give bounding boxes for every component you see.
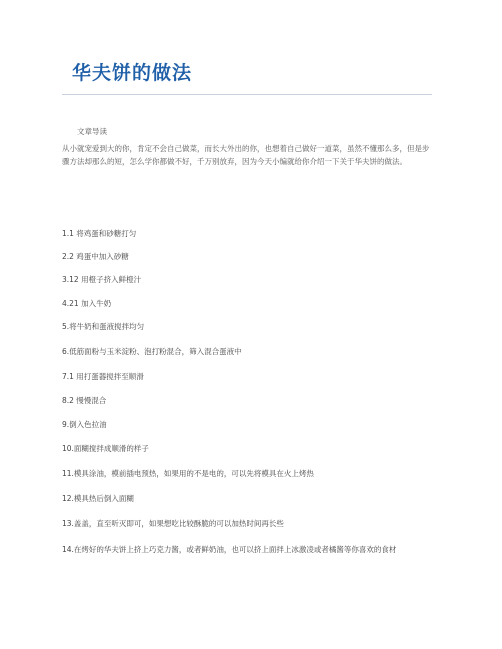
step-item: 9.倒入色拉油 [62, 420, 107, 429]
step-item: 1.1 将鸡蛋和砂糖打匀 [62, 229, 137, 238]
step-item: 7.1 用打蛋器搅拌至顺滑 [62, 372, 144, 381]
step-item: 3.12 用橙子挤入鲜橙汁 [62, 275, 142, 284]
step-item: 6.低筋面粉与玉米淀粉、泡打粉混合，筛入混合蛋液中 [62, 347, 242, 356]
step-item: 8.2 慢慢混合 [62, 396, 107, 405]
step-item: 4.21 加入牛奶 [62, 299, 112, 308]
step-item: 2.2 鸡蛋中加入砂糖 [62, 252, 129, 261]
step-item: 10.面糊搅拌成顺滑的样子 [62, 444, 149, 453]
title-divider [62, 94, 432, 95]
step-item: 12.模具热后倒入面糊 [62, 494, 134, 503]
intro-paragraph: 从小就宠爱到大的你，肯定不会自己做菜，而长大外出的你，也想着自己做好一道菜，虽然不懂那么多，但是步骤方法却那么的短，怎么学你都做不好，千万别放弃，因为今天小编就给你介绍一下关于华夫饼的做法。 [62, 144, 430, 166]
step-item: 5.将牛奶和蛋液搅拌均匀 [62, 322, 145, 331]
step-item: 14.在烤好的华夫饼上挤上巧克力酱，或者鲜奶油，也可以挤上面拌上冰激凌或者橘酱等你喜欢的食材 [62, 545, 397, 554]
guide-label: 文章导读 [77, 127, 107, 136]
step-item: 13.盖盖，直至听灭即可，如果想吃比较酥脆的可以加热时间再长些 [62, 519, 284, 528]
document-title: 华夫饼的做法 [72, 62, 193, 84]
step-item: 11.模具涂油，模前插电预热，如果用的不是电的，可以先将模具在火上烤热 [62, 469, 314, 478]
